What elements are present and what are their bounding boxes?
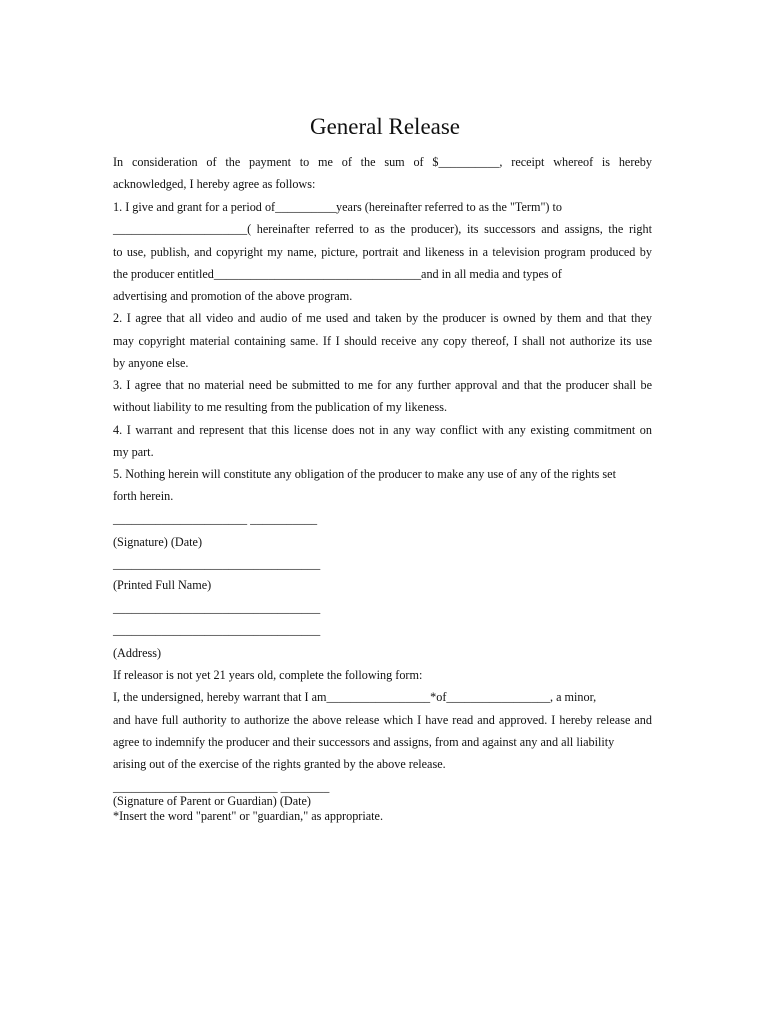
body-line: forth herein.: [113, 489, 174, 503]
printed-name-label: (Printed Full Name): [113, 578, 212, 592]
body-line: arising out of the exercise of the rights granted by the above release.: [113, 757, 446, 771]
body-line: If releasor is not yet 21 years old, complete the following form:: [113, 668, 423, 682]
body-line: agree to indemnify the producer and their successors and assigns, from and against any and all liability: [113, 735, 615, 749]
guardian-signature-line: ___________________________ ________: [113, 780, 330, 794]
document-title: General Release: [309, 114, 461, 139]
body-line: my part.: [113, 445, 154, 459]
footnote: *Insert the word "parent" or "guardian," as appropriate.: [113, 809, 383, 823]
body-line: by anyone else.: [113, 356, 189, 370]
body-line: 5. Nothing herein will constitute any obligation of the producer to make any use of any of the rights set: [113, 467, 616, 481]
body-line: may copyright material containing same. If I should receive any copy thereof, I shall not authorize its use: [113, 334, 652, 348]
guardian-signature-label: (Signature of Parent or Guardian) (Date): [113, 794, 311, 808]
body-line: without liability to me resulting from the publication of my likeness.: [113, 400, 448, 414]
body-line: ______________________( hereinafter referred to as the producer), its successors and assigns, the right: [113, 222, 652, 236]
body-line: 2. I agree that all video and audio of me used and taken by the producer is owned by them and that they: [113, 311, 652, 325]
address-label: (Address): [113, 646, 162, 660]
body-line: and have full authority to authorize the above release which I have read and approved. I hereby release and: [113, 713, 652, 727]
body-line: 4. I warrant and represent that this license does not in any way conflict with any existing commitment on: [113, 423, 652, 437]
body-line: In consideration of the payment to me of the sum of $__________, receipt whereof is hereby: [113, 155, 652, 169]
body-line: the producer entitled__________________________________and in all media and types of: [113, 267, 562, 281]
signature-date-label: (Signature) (Date): [113, 535, 202, 549]
body-line: acknowledged, I hereby agree as follows:: [113, 177, 316, 191]
address-line: __________________________________: [113, 623, 321, 637]
printed-name-line: __________________________________: [113, 557, 321, 571]
body-line: I, the undersigned, hereby warrant that I am_________________*of_________________, a minor,: [113, 690, 597, 704]
signature-date-line: ______________________ ___________: [113, 512, 318, 526]
body-line: 1. I give and grant for a period of__________years (hereinafter referred to as the "Term") to: [113, 200, 563, 214]
body-line: to use, publish, and copyright my name, picture, portrait and likeness in a television program produced by: [113, 245, 652, 259]
address-line: __________________________________: [113, 601, 321, 615]
body-line: advertising and promotion of the above program.: [113, 289, 353, 303]
body-line: 3. I agree that no material need be submitted to me for any further approval and that the producer shall be: [113, 378, 652, 392]
